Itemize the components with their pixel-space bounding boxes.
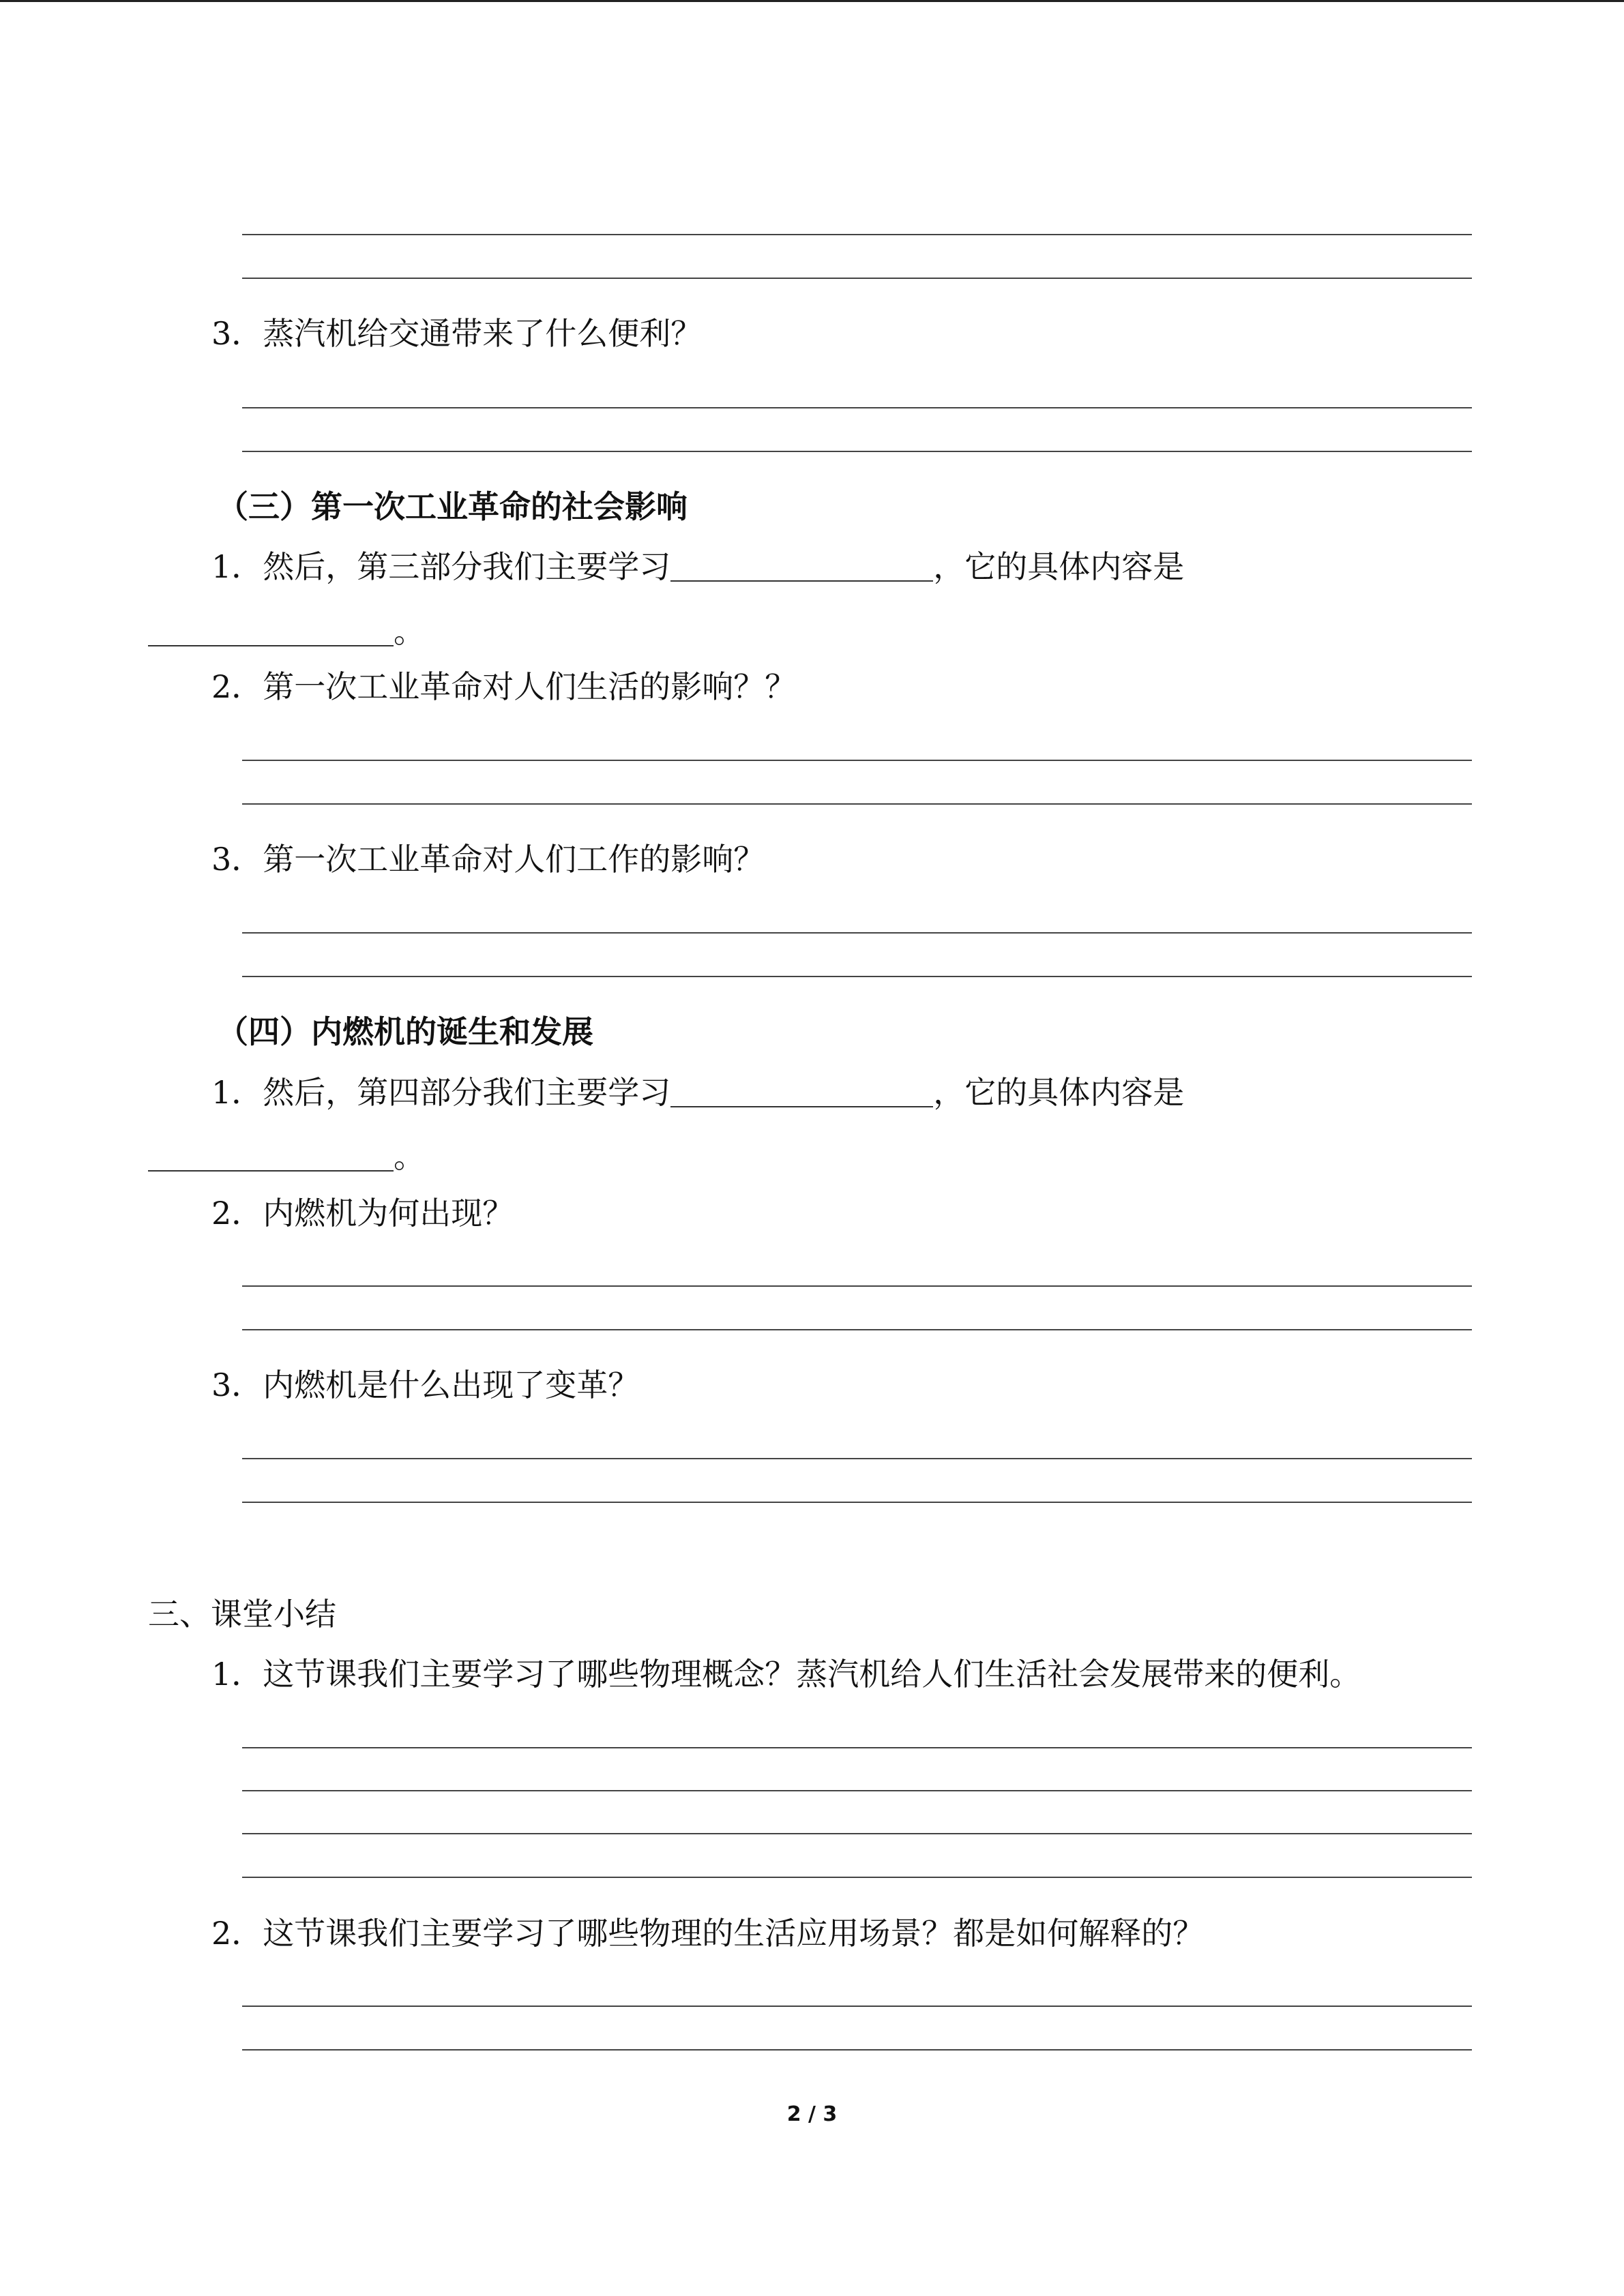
answer-line[interactable]	[242, 278, 1472, 279]
question-ice-origin: 2．内燃机为何出现？	[211, 1195, 514, 1232]
question-work-impact: 3．第一次工业革命对人们工作的影响？	[211, 841, 765, 878]
answer-line[interactable]	[242, 1285, 1472, 1287]
question-section3-intro	[211, 548, 1185, 585]
question-life-impact: 2．第一次工业革命对人们生活的影响？？	[211, 668, 797, 705]
fill-blank[interactable]	[148, 1142, 394, 1172]
question-section3-intro-tail	[148, 613, 425, 650]
fill-blank[interactable]	[670, 1077, 933, 1107]
question-text: ，它的具体内容是	[933, 548, 1185, 585]
answer-line[interactable]	[242, 407, 1472, 408]
question-summary-applications: 2．这节课我们主要学习了哪些物理的生活应用场景？都是如何解释的？	[211, 1915, 1205, 1952]
question-text: 1．然后，第三部分我们主要学习	[211, 548, 671, 585]
section-summary-heading: 三、课堂小结	[148, 1596, 336, 1632]
answer-line[interactable]	[242, 1329, 1472, 1330]
section-heading-4: （四）内燃机的诞生和发展	[217, 1013, 593, 1050]
answer-line[interactable]	[242, 1877, 1472, 1878]
period: 。	[394, 613, 425, 650]
answer-line[interactable]	[242, 1790, 1472, 1791]
question-section4-intro	[211, 1074, 1185, 1111]
question-ice-change: 3．内燃机是什么出现了变革？	[211, 1367, 640, 1403]
answer-line[interactable]	[242, 1747, 1472, 1748]
question-section4-intro-tail	[148, 1138, 425, 1175]
period: 。	[394, 1138, 425, 1175]
fill-blank[interactable]	[148, 616, 394, 646]
answer-line[interactable]	[242, 803, 1472, 805]
section-heading-3: （三）第一次工业革命的社会影响	[217, 488, 688, 525]
top-border	[0, 0, 1624, 2]
answer-line[interactable]	[242, 234, 1472, 235]
answer-line[interactable]	[242, 760, 1472, 761]
answer-line[interactable]	[242, 2006, 1472, 2007]
question-text: 1．然后，第四部分我们主要学习	[211, 1074, 671, 1111]
question-steam-transport: 3．蒸汽机给交通带来了什么便利？	[211, 315, 703, 352]
answer-line[interactable]	[242, 1833, 1472, 1834]
question-text: ，它的具体内容是	[933, 1074, 1185, 1111]
answer-line[interactable]	[242, 1458, 1472, 1459]
answer-line[interactable]	[242, 451, 1472, 452]
answer-line[interactable]	[242, 1502, 1472, 1503]
page-number: 2 / 3	[786, 2102, 838, 2126]
answer-line[interactable]	[242, 976, 1472, 977]
question-summary-concepts: 1．这节课我们主要学习了哪些物理概念？蒸汽机给人们生活社会发展带来的便利。	[211, 1656, 1361, 1693]
answer-line[interactable]	[242, 932, 1472, 934]
answer-line[interactable]	[242, 2049, 1472, 2051]
fill-blank[interactable]	[670, 552, 933, 582]
